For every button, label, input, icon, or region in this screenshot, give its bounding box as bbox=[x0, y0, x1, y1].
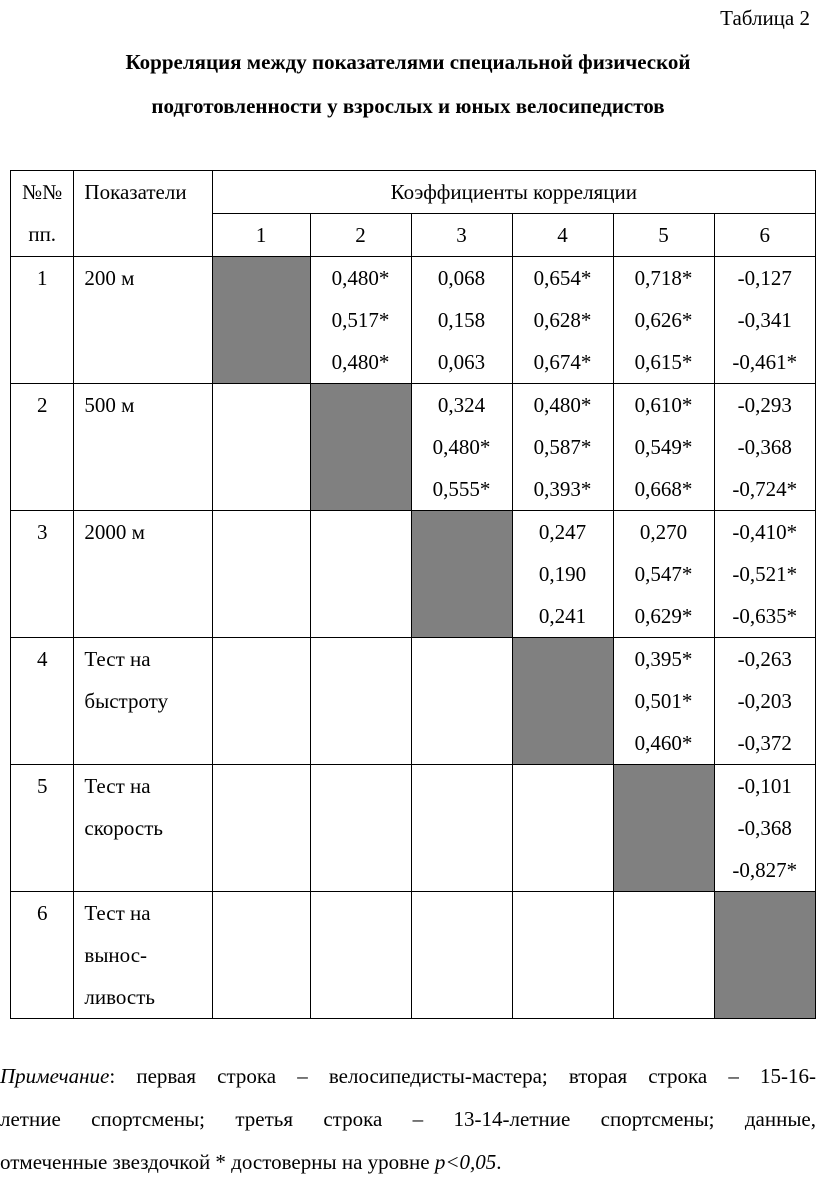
indicator-name bbox=[74, 892, 212, 1019]
indicator-name-line: вынос- bbox=[84, 943, 148, 967]
coefficient-cell bbox=[714, 384, 816, 511]
table-row bbox=[11, 384, 816, 511]
coefficient-value: 0,549* bbox=[634, 435, 693, 459]
coefficient-value: 0,501* bbox=[634, 689, 693, 713]
indicator-name bbox=[74, 765, 212, 892]
coefficient-value: -0,293 bbox=[737, 393, 792, 417]
coefficient-value: -0,521* bbox=[732, 562, 798, 586]
coefficient-value: 0,629* bbox=[634, 604, 693, 628]
coefficient-value: 0,615* bbox=[634, 350, 693, 374]
coefficient-value: 0,668* bbox=[634, 477, 693, 501]
coefficient-value: -0,410* bbox=[732, 520, 798, 544]
table-row bbox=[11, 765, 816, 892]
indicator-name-line: быстроту bbox=[84, 689, 169, 713]
empty-cell bbox=[411, 638, 512, 765]
num-header-line-1: №№ bbox=[22, 180, 63, 204]
empty-cell bbox=[212, 892, 310, 1019]
empty-cell bbox=[512, 892, 613, 1019]
row-number: 3 bbox=[11, 511, 74, 638]
coefficient-cell bbox=[613, 384, 714, 511]
coefficient-cell bbox=[613, 511, 714, 638]
coefficient-value: 0,718* bbox=[634, 266, 693, 290]
coefficient-value: 0,068 bbox=[437, 266, 486, 290]
coefficient-value: 0,480* bbox=[331, 350, 390, 374]
col-number: 6 bbox=[714, 214, 816, 257]
note-significance: p<0,05 bbox=[434, 1150, 497, 1174]
indicator-name bbox=[74, 638, 212, 765]
indicators-header: Показатели bbox=[74, 171, 212, 257]
coefficient-value: 0,395* bbox=[634, 647, 693, 671]
empty-cell bbox=[212, 638, 310, 765]
empty-cell bbox=[411, 892, 512, 1019]
correlation-table bbox=[10, 170, 816, 1019]
coefficient-value: 0,480* bbox=[432, 435, 491, 459]
coefficient-value: -0,635* bbox=[732, 604, 798, 628]
coefficient-value: 0,610* bbox=[634, 393, 693, 417]
table-row bbox=[11, 638, 816, 765]
col-number: 5 bbox=[613, 214, 714, 257]
note-text-1: : первая строка – велосипедисты-мастера; вторая строка – 15-16- bbox=[109, 1064, 816, 1088]
coefficient-value: 0,247 bbox=[538, 520, 587, 544]
table-row bbox=[11, 892, 816, 1019]
empty-cell bbox=[212, 511, 310, 638]
row-number: 5 bbox=[11, 765, 74, 892]
coefficient-value: 0,190 bbox=[538, 562, 587, 586]
coefficient-value: 0,555* bbox=[432, 477, 491, 501]
note-label: Примечание bbox=[0, 1064, 110, 1088]
note-line-2: летние спортсмены; третья строка – 13-14-летние спортсмены; данные, bbox=[0, 1107, 816, 1131]
empty-cell bbox=[212, 384, 310, 511]
coefficient-value: 0,270 bbox=[639, 520, 688, 544]
empty-cell bbox=[310, 892, 411, 1019]
coefficient-cell bbox=[613, 257, 714, 384]
empty-cell bbox=[310, 511, 411, 638]
indicator-name-line: скорость bbox=[84, 816, 163, 840]
title-line-2: подготовленности у взрослых и юных велосипедистов bbox=[151, 94, 665, 118]
indicator-name-line: Тест на bbox=[84, 647, 151, 671]
coefficient-value: 0,158 bbox=[437, 308, 486, 332]
note-text-3: отмеченные звездочкой * достоверны на уровне bbox=[0, 1150, 435, 1174]
coefficient-value: 0,393* bbox=[533, 477, 592, 501]
coefficient-cell bbox=[714, 638, 816, 765]
coefficient-value: -0,203 bbox=[737, 689, 792, 713]
coefficient-cell bbox=[310, 257, 411, 384]
coefficient-cell bbox=[714, 511, 816, 638]
table-number: Таблица 2 bbox=[720, 6, 810, 30]
coefficient-value: -0,127 bbox=[737, 266, 792, 290]
coefficient-value: 0,674* bbox=[533, 350, 592, 374]
col-number: 4 bbox=[512, 214, 613, 257]
row-number: 2 bbox=[11, 384, 74, 511]
note-text-end: . bbox=[496, 1150, 502, 1174]
coefficient-value: -0,368 bbox=[737, 435, 792, 459]
coefficient-value: 0,460* bbox=[634, 731, 693, 755]
empty-cell bbox=[310, 765, 411, 892]
title-line-1: Корреляция между показателями специальной физической bbox=[125, 50, 691, 74]
coefficient-value: 0,480* bbox=[331, 266, 390, 290]
coefficient-value: 0,324 bbox=[437, 393, 486, 417]
coefficient-cell bbox=[714, 257, 816, 384]
indicator-name-line: 200 м bbox=[84, 266, 135, 290]
indicator-name bbox=[74, 384, 212, 511]
empty-cell bbox=[310, 638, 411, 765]
indicator-name bbox=[74, 511, 212, 638]
coefficient-value: 0,587* bbox=[533, 435, 592, 459]
row-number: 4 bbox=[11, 638, 74, 765]
coefficient-cell bbox=[411, 257, 512, 384]
diagonal-cell bbox=[411, 511, 512, 638]
indicator-name-line: 500 м bbox=[84, 393, 135, 417]
diagonal-cell bbox=[613, 765, 714, 892]
coefficient-value: 0,063 bbox=[437, 350, 486, 374]
coefficient-value: -0,724* bbox=[732, 477, 798, 501]
row-number: 6 bbox=[11, 892, 74, 1019]
col-number: 2 bbox=[310, 214, 411, 257]
note-line-1 bbox=[0, 1055, 816, 1098]
empty-cell bbox=[512, 765, 613, 892]
header-row bbox=[11, 171, 816, 214]
table-row bbox=[11, 511, 816, 638]
coefficient-value: -0,368 bbox=[737, 816, 792, 840]
row-number: 1 bbox=[11, 257, 74, 384]
indicator-name-line: Тест на bbox=[84, 774, 151, 798]
col-number: 3 bbox=[411, 214, 512, 257]
coefficients-header: Коэффициенты корреляции bbox=[212, 171, 815, 214]
coefficient-cell bbox=[411, 384, 512, 511]
col-number: 1 bbox=[212, 214, 310, 257]
empty-cell bbox=[212, 765, 310, 892]
coefficient-value: 0,626* bbox=[634, 308, 693, 332]
num-header-line-2: пп. bbox=[28, 222, 57, 246]
indicator-name bbox=[74, 257, 212, 384]
indicator-name-line: 2000 м bbox=[84, 520, 145, 544]
table-note bbox=[0, 1055, 816, 1184]
coefficient-value: -0,827* bbox=[732, 858, 798, 882]
coefficient-value: 0,241 bbox=[538, 604, 587, 628]
table-row bbox=[11, 257, 816, 384]
diagonal-cell bbox=[714, 892, 816, 1019]
indicator-name-line: Тест на bbox=[84, 901, 151, 925]
coefficient-value: 0,654* bbox=[533, 266, 592, 290]
coefficient-cell bbox=[512, 384, 613, 511]
coefficient-value: -0,372 bbox=[737, 731, 792, 755]
note-line-3 bbox=[0, 1141, 816, 1184]
coefficient-value: 0,547* bbox=[634, 562, 693, 586]
coefficient-value: -0,341 bbox=[737, 308, 792, 332]
empty-cell bbox=[411, 765, 512, 892]
coefficient-value: -0,461* bbox=[732, 350, 798, 374]
coefficient-cell bbox=[714, 765, 816, 892]
diagonal-cell bbox=[310, 384, 411, 511]
coefficient-value: 0,517* bbox=[331, 308, 390, 332]
coefficient-value: -0,101 bbox=[737, 774, 792, 798]
empty-cell bbox=[613, 892, 714, 1019]
coefficient-cell bbox=[512, 511, 613, 638]
diagonal-cell bbox=[512, 638, 613, 765]
coefficient-value: -0,263 bbox=[737, 647, 792, 671]
coefficient-cell bbox=[512, 257, 613, 384]
diagonal-cell bbox=[212, 257, 310, 384]
coefficient-value: 0,480* bbox=[533, 393, 592, 417]
indicator-name-line: ливость bbox=[84, 985, 155, 1009]
table-title bbox=[0, 40, 816, 128]
coefficient-cell bbox=[613, 638, 714, 765]
num-header bbox=[11, 171, 74, 257]
coefficient-value: 0,628* bbox=[533, 308, 592, 332]
